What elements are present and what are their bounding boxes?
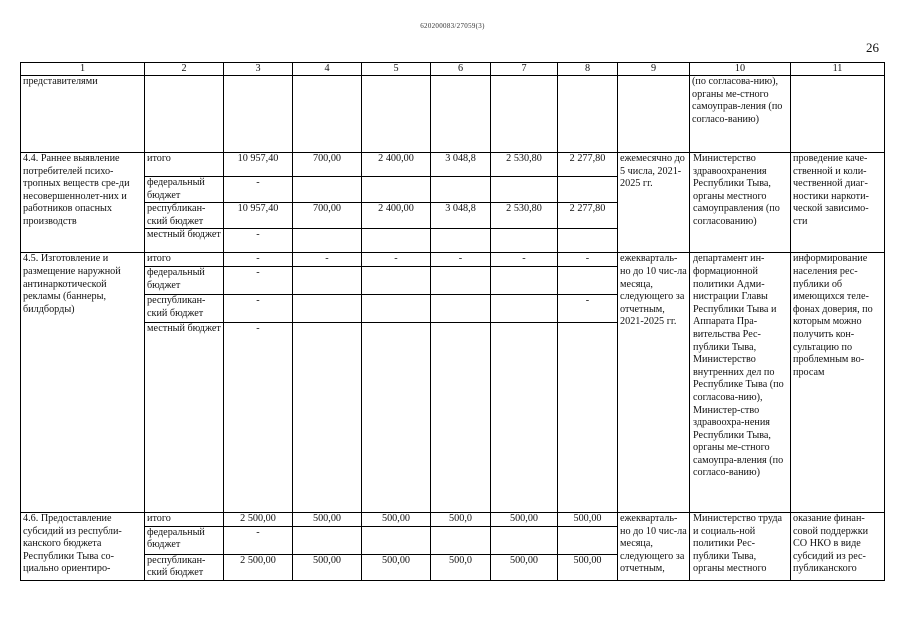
- value-cell: [362, 76, 431, 153]
- funding-source-cell: местный бюджет: [145, 322, 224, 512]
- value-cell: -: [224, 294, 293, 322]
- value-cell: [293, 322, 362, 512]
- value-cell: [224, 76, 293, 153]
- table-row: [21, 153, 885, 177]
- funding-source-cell: итого: [145, 512, 224, 526]
- value-cell: 500,00: [293, 512, 362, 526]
- column-number-row: [21, 63, 885, 76]
- timing-cell: ежекварталь-но до 10 чис-ла месяца, следующего за отчетным,: [618, 512, 690, 580]
- column-number: 5: [362, 63, 431, 76]
- value-cell: 2 530,80: [491, 203, 558, 229]
- value-cell: 500,0: [431, 512, 491, 526]
- value-cell: [491, 294, 558, 322]
- value-cell: [293, 76, 362, 153]
- column-number: 2: [145, 63, 224, 76]
- funding-source-cell: местный бюджет: [145, 229, 224, 253]
- value-cell: 500,00: [491, 512, 558, 526]
- value-cell: [431, 177, 491, 203]
- funding-source-cell: итого: [145, 253, 224, 267]
- value-cell: 2 277,80: [558, 203, 618, 229]
- value-cell: 2 400,00: [362, 203, 431, 229]
- value-cell: [491, 266, 558, 294]
- value-cell: -: [431, 253, 491, 267]
- value-cell: [431, 229, 491, 253]
- value-cell: [293, 266, 362, 294]
- value-cell: [491, 229, 558, 253]
- value-cell: 10 957,40: [224, 153, 293, 177]
- value-cell: 500,00: [558, 512, 618, 526]
- funding-source-cell: республикан-ский бюджет: [145, 554, 224, 580]
- value-cell: [362, 266, 431, 294]
- value-cell: -: [224, 526, 293, 554]
- column-number: 11: [791, 63, 885, 76]
- result-cell: [791, 76, 885, 153]
- page-number: 26: [866, 40, 879, 55]
- value-cell: 500,00: [362, 512, 431, 526]
- value-cell: -: [558, 253, 618, 267]
- value-cell: [293, 526, 362, 554]
- value-cell: [558, 526, 618, 554]
- value-cell: [362, 177, 431, 203]
- funding-source-cell: республикан-ский бюджет: [145, 294, 224, 322]
- timing-cell: ежекварталь-но до 10 чис-ла месяца, следующего за отчетным, 2021-2025 гг.: [618, 253, 690, 513]
- value-cell: 2 400,00: [362, 153, 431, 177]
- measure-cell: представителями: [21, 76, 145, 153]
- column-number: 3: [224, 63, 293, 76]
- table-body: [21, 63, 885, 581]
- value-cell: -: [362, 253, 431, 267]
- measure-cell: 4.6. Предоставление субсидий из республи-канского бюджета Республики Тыва со-циально ориентиро-: [21, 512, 145, 580]
- value-cell: -: [224, 177, 293, 203]
- value-cell: [431, 76, 491, 153]
- value-cell: [491, 322, 558, 512]
- responsible-cell: Министерство здравоохранения Республики Тыва, органы местного самоуправления (по согласованию): [690, 153, 791, 253]
- result-cell: проведение каче-ственной и коли-чественной диаг-ностики наркоти-ческой зависимо-сти: [791, 153, 885, 253]
- value-cell: 3 048,8: [431, 203, 491, 229]
- responsible-cell: Министерство труда и социаль-ной политики Рес-публики Тыва, органы местного: [690, 512, 791, 580]
- result-cell: оказание финан-совой поддержки СО НКО в виде субсидий из рес-публиканского: [791, 512, 885, 580]
- funding-source-cell: федеральный бюджет: [145, 266, 224, 294]
- funding-source-cell: республикан-ский бюджет: [145, 203, 224, 229]
- carryover-row: [21, 76, 885, 153]
- value-cell: 500,00: [491, 554, 558, 580]
- column-number: 4: [293, 63, 362, 76]
- responsible-cell: департамент ин-формационной политики Адми-нистрации Главы Республики Тыва и Аппарата Пра-вительства Рес-публики Тыва, Министерство внутренних дел по Республике Тыва (по согласова-нию), Министер-ство здравоохра-нения Республики Тыва, органы ме-стного самоупра-вления (по согласо-ванию): [690, 253, 791, 513]
- value-cell: -: [491, 253, 558, 267]
- value-cell: -: [224, 266, 293, 294]
- program-table: [20, 62, 885, 581]
- value-cell: 2 277,80: [558, 153, 618, 177]
- value-cell: 500,00: [558, 554, 618, 580]
- value-cell: [491, 526, 558, 554]
- value-cell: [558, 322, 618, 512]
- value-cell: 700,00: [293, 203, 362, 229]
- table-row: [21, 512, 885, 526]
- value-cell: 500,0: [431, 554, 491, 580]
- value-cell: [491, 76, 558, 153]
- column-number: 6: [431, 63, 491, 76]
- column-number: 9: [618, 63, 690, 76]
- value-cell: 2 530,80: [491, 153, 558, 177]
- column-number: 10: [690, 63, 791, 76]
- value-cell: [293, 177, 362, 203]
- result-cell: информирование населения рес-публики об имеющихся теле-фонах доверия, по которым можно получить кон-сультацию по проблемным во-просам: [791, 253, 885, 513]
- value-cell: [431, 322, 491, 512]
- funding-source-cell: [145, 76, 224, 153]
- value-cell: 2 500,00: [224, 512, 293, 526]
- value-cell: 500,00: [362, 554, 431, 580]
- value-cell: [431, 294, 491, 322]
- value-cell: -: [224, 322, 293, 512]
- value-cell: [431, 266, 491, 294]
- value-cell: [558, 76, 618, 153]
- value-cell: [558, 177, 618, 203]
- value-cell: [362, 526, 431, 554]
- value-cell: [558, 229, 618, 253]
- value-cell: [293, 229, 362, 253]
- measure-cell: 4.4. Раннее выявление потребителей психо-тропных веществ сре-ди несовершеннолет-них и работников опасных производств: [21, 153, 145, 253]
- value-cell: [431, 526, 491, 554]
- column-number: 1: [21, 63, 145, 76]
- value-cell: 500,00: [293, 554, 362, 580]
- funding-source-cell: федеральный бюджет: [145, 177, 224, 203]
- value-cell: [362, 229, 431, 253]
- value-cell: [558, 266, 618, 294]
- funding-source-cell: федеральный бюджет: [145, 526, 224, 554]
- value-cell: -: [224, 253, 293, 267]
- value-cell: -: [558, 294, 618, 322]
- value-cell: -: [293, 253, 362, 267]
- value-cell: 700,00: [293, 153, 362, 177]
- value-cell: [362, 294, 431, 322]
- value-cell: 10 957,40: [224, 203, 293, 229]
- document-id: 620200083/27059(3): [420, 22, 485, 30]
- measure-cell: 4.5. Изготовление и размещение наружной антинаркотической рекламы (баннеры, билдборды): [21, 253, 145, 513]
- timing-cell: [618, 76, 690, 153]
- column-number: 7: [491, 63, 558, 76]
- value-cell: 3 048,8: [431, 153, 491, 177]
- timing-cell: ежемесячно до 5 числа, 2021-2025 гг.: [618, 153, 690, 253]
- responsible-cell: (по согласова-нию), органы ме-стного самоуправ-ления (по согласо-ванию): [690, 76, 791, 153]
- value-cell: [293, 294, 362, 322]
- funding-source-cell: итого: [145, 153, 224, 177]
- value-cell: [362, 322, 431, 512]
- table-row: [21, 253, 885, 267]
- value-cell: 2 500,00: [224, 554, 293, 580]
- value-cell: [491, 177, 558, 203]
- column-number: 8: [558, 63, 618, 76]
- value-cell: -: [224, 229, 293, 253]
